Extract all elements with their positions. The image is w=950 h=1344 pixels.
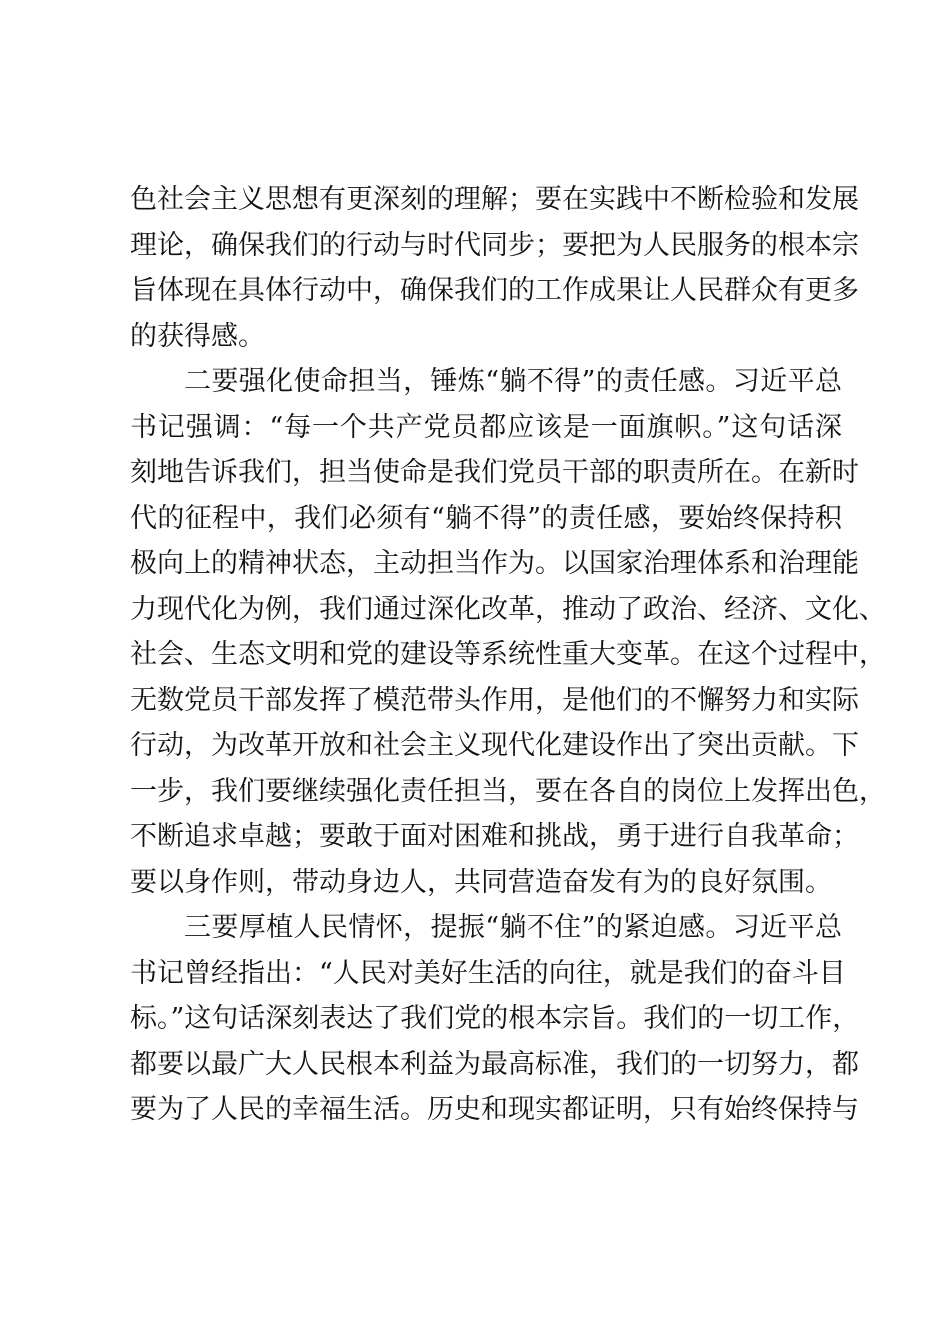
text-line: 理论，确保我们的行动与时代同步；要把为人民服务的根本宗 — [130, 229, 859, 261]
text-line: 极向上的精神状态，主动担当作为。以国家治理体系和治理能 — [130, 548, 859, 579]
text-line: 社会、生态文明和党的建设等系统性重大变革。在这个过程中， — [130, 639, 886, 670]
text-line: 书记曾经指出：“人民对美好生活的向往，就是我们的奋斗目 — [130, 957, 846, 989]
text-line: 标。”这句话深刻表达了我们党的根本宗旨。我们的一切工作， — [130, 1003, 860, 1034]
document-body — [130, 177, 886, 1133]
text-line: 的获得感。 — [130, 320, 265, 352]
text-line: 不断追求卓越；要敢于面对困难和挑战，勇于进行自我革命； — [130, 821, 859, 852]
paragraph-2 — [130, 359, 886, 905]
text-line: 都要以最广大人民根本利益为最高标准，我们的一切努力，都 — [130, 1048, 859, 1080]
text-line: 一步，我们要继续强化责任担当，要在各自的岗位上发挥出色， — [130, 775, 886, 807]
text-line: 三要厚植人民情怀，提振“躺不住”的紧迫感。习近平总 — [184, 912, 842, 943]
text-line: 要为了人民的幸福生活。历史和现实都证明，只有始终保持与 — [130, 1094, 859, 1125]
text-line: 二要强化使命担当，锤炼“躺不得”的责任感。习近平总 — [184, 366, 842, 397]
text-line: 无数党员干部发挥了模范带头作用，是他们的不懈努力和实际 — [130, 684, 859, 716]
text-line: 旨体现在具体行动中，确保我们的工作成果让人民群众有更多 — [130, 275, 859, 306]
paragraph-3 — [130, 905, 860, 1133]
text-line: 代的征程中，我们必须有“躺不得”的责任感，要始终保持积 — [130, 502, 842, 534]
text-line: 力现代化为例，我们通过深化改革，推动了政治、经济、文化、 — [130, 593, 886, 625]
text-line: 行动，为改革开放和社会主义现代化建设作出了突出贡献。下 — [130, 730, 859, 761]
text-line: 刻地告诉我们，担当使命是我们党员干部的职责所在。在新时 — [130, 457, 859, 488]
paragraph-1 — [130, 177, 859, 359]
text-line: 要以身作则，带动身边人，共同营造奋发有为的良好氛围。 — [130, 866, 832, 898]
text-line: 书记强调：“每一个共产党员都应该是一面旗帜。”这句话深 — [130, 411, 842, 443]
text-line: 色社会主义思想有更深刻的理解；要在实践中不断检验和发展 — [130, 184, 859, 215]
